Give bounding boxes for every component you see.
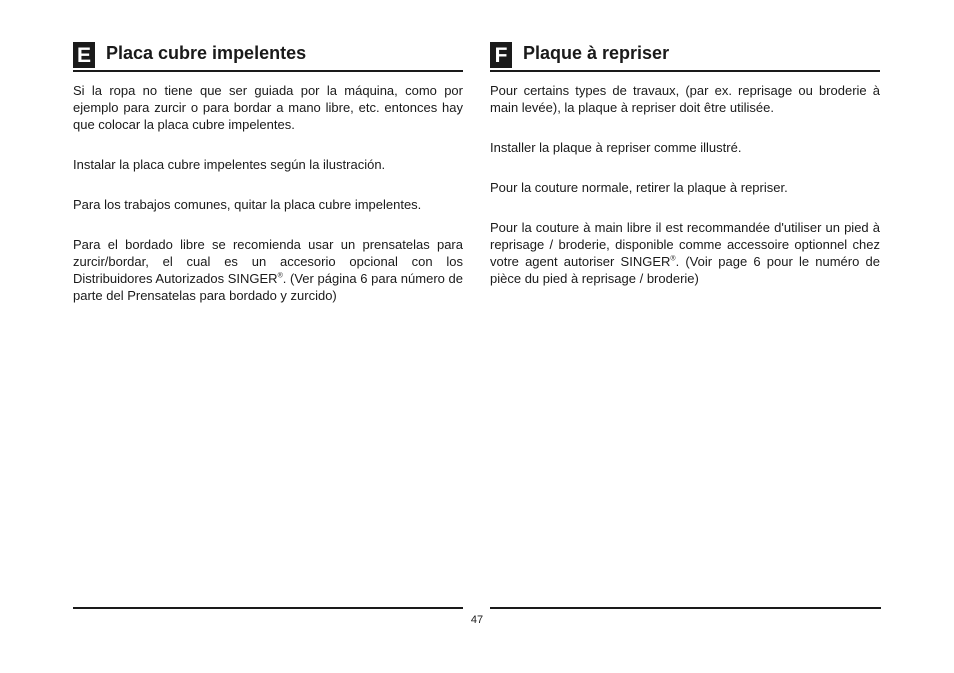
paragraphs-spanish <box>73 82 463 304</box>
section-header-spanish <box>73 42 463 72</box>
paragraphs-french <box>490 82 880 287</box>
paragraph: Instalar la placa cubre impelentes según la ilustración. <box>73 157 386 172</box>
section-french <box>490 42 880 310</box>
footer-divider-right <box>490 607 881 609</box>
paragraph-text: . (Ver página 6 para número de parte del Prensatelas para bordado y zurcido) <box>73 271 463 303</box>
paragraph: Para los trabajos comunes, quitar la placa cubre impelentes. <box>73 197 422 212</box>
registered-mark: ® <box>277 272 283 280</box>
section-header-french <box>490 42 880 72</box>
paragraph <box>490 219 880 287</box>
section-spanish <box>73 42 463 327</box>
paragraph <box>73 236 463 304</box>
paragraph-text: Pour la couture à main libre il est recommandée d'utiliser un pied à reprisage / broderie, disponible comme accessoire optionnel chez votre agent autoriser SINGER <box>490 220 880 269</box>
paragraph-text: . (Voir page 6 pour le numéro de pièce du pied à reprisage / broderie) <box>490 254 880 286</box>
language-badge-e: E <box>73 42 95 68</box>
section-title-french: Plaque à repriser <box>523 43 670 63</box>
footer-divider-left <box>73 607 463 609</box>
paragraph: Pour la couture normale, retirer la plaque à repriser. <box>490 180 788 195</box>
page-number: 47 <box>470 614 484 626</box>
paragraph: Installer la plaque à repriser comme illustré. <box>490 140 742 155</box>
section-title-spanish: Placa cubre impelentes <box>106 43 307 63</box>
paragraph-text: Para el bordado libre se recomienda usar un prensatelas para zurcir/bordar, el cual es un accesorio opcional con los Distribuidores Autorizados SINGER <box>73 237 463 286</box>
paragraph: Pour certains types de travaux, (par ex. reprisage ou broderie à main levée), la plaque à repriser doit être utilisée. <box>490 83 880 115</box>
language-badge-f: F <box>490 42 512 68</box>
registered-mark: ® <box>670 255 676 263</box>
paragraph: Si la ropa no tiene que ser guiada por la máquina, como por ejemplo para zurcir o para bordar a mano libre, etc. entonces hay que colocar la placa cubre impelentes. <box>73 83 463 132</box>
